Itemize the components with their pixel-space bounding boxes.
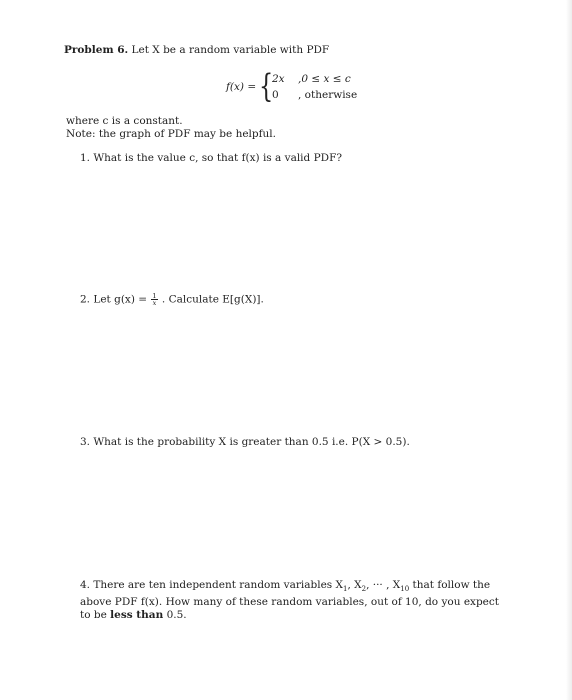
question-2-suffix: . Calculate E[g(X)]. (161, 293, 264, 306)
graph-note: Note: the graph of PDF may be helpful. (66, 128, 276, 140)
problem-intro: Let X be a random variable with PDF (131, 44, 330, 56)
subscript-1: 1 (342, 585, 348, 594)
question-2-prefix: 2. Let g(x) = (80, 293, 148, 306)
question-2-fraction (151, 293, 157, 306)
question-4 (80, 579, 510, 622)
problem-header (64, 44, 329, 57)
pdf-case-1 (272, 73, 351, 85)
question-3: 3. What is the probability X is greater than 0.5 i.e. P(X > 0.5). (80, 436, 410, 448)
pdf-case-2-expr: 0 (272, 89, 279, 101)
question-4-rest: that follow the above PDF f(x). How many of these random variables, out of 10, do you expect to be (80, 579, 499, 622)
question-1: 1. What is the value c, so that f(x) is a valid PDF? (80, 152, 342, 164)
pdf-case-1-condition: ,0 ≤ x ≤ c (298, 73, 351, 85)
subscript-2: 2 (361, 585, 367, 594)
pdf-brace: { (259, 67, 274, 105)
question-2 (80, 293, 264, 307)
question-4-bold: less than (110, 609, 164, 622)
subscript-10: 10 (400, 585, 410, 594)
problem-label: Problem 6. (64, 44, 129, 56)
page-edge (566, 0, 572, 700)
fraction-numerator: 1 (152, 292, 157, 300)
fraction-denominator: x (152, 299, 157, 307)
pdf-case-2 (272, 89, 358, 101)
constant-note: where c is a constant. (66, 115, 183, 127)
question-4-sep-2: , ··· , X (366, 579, 401, 591)
question-4-end: 0.5. (163, 609, 187, 622)
pdf-case-1-expr: 2x (272, 73, 285, 85)
pdf-case-2-condition: , otherwise (298, 89, 358, 101)
pdf-lhs: f(x) = (226, 81, 257, 93)
question-4-sep-1: , X (347, 579, 362, 591)
question-4-start: 4. There are ten independent random variables X (80, 579, 343, 591)
